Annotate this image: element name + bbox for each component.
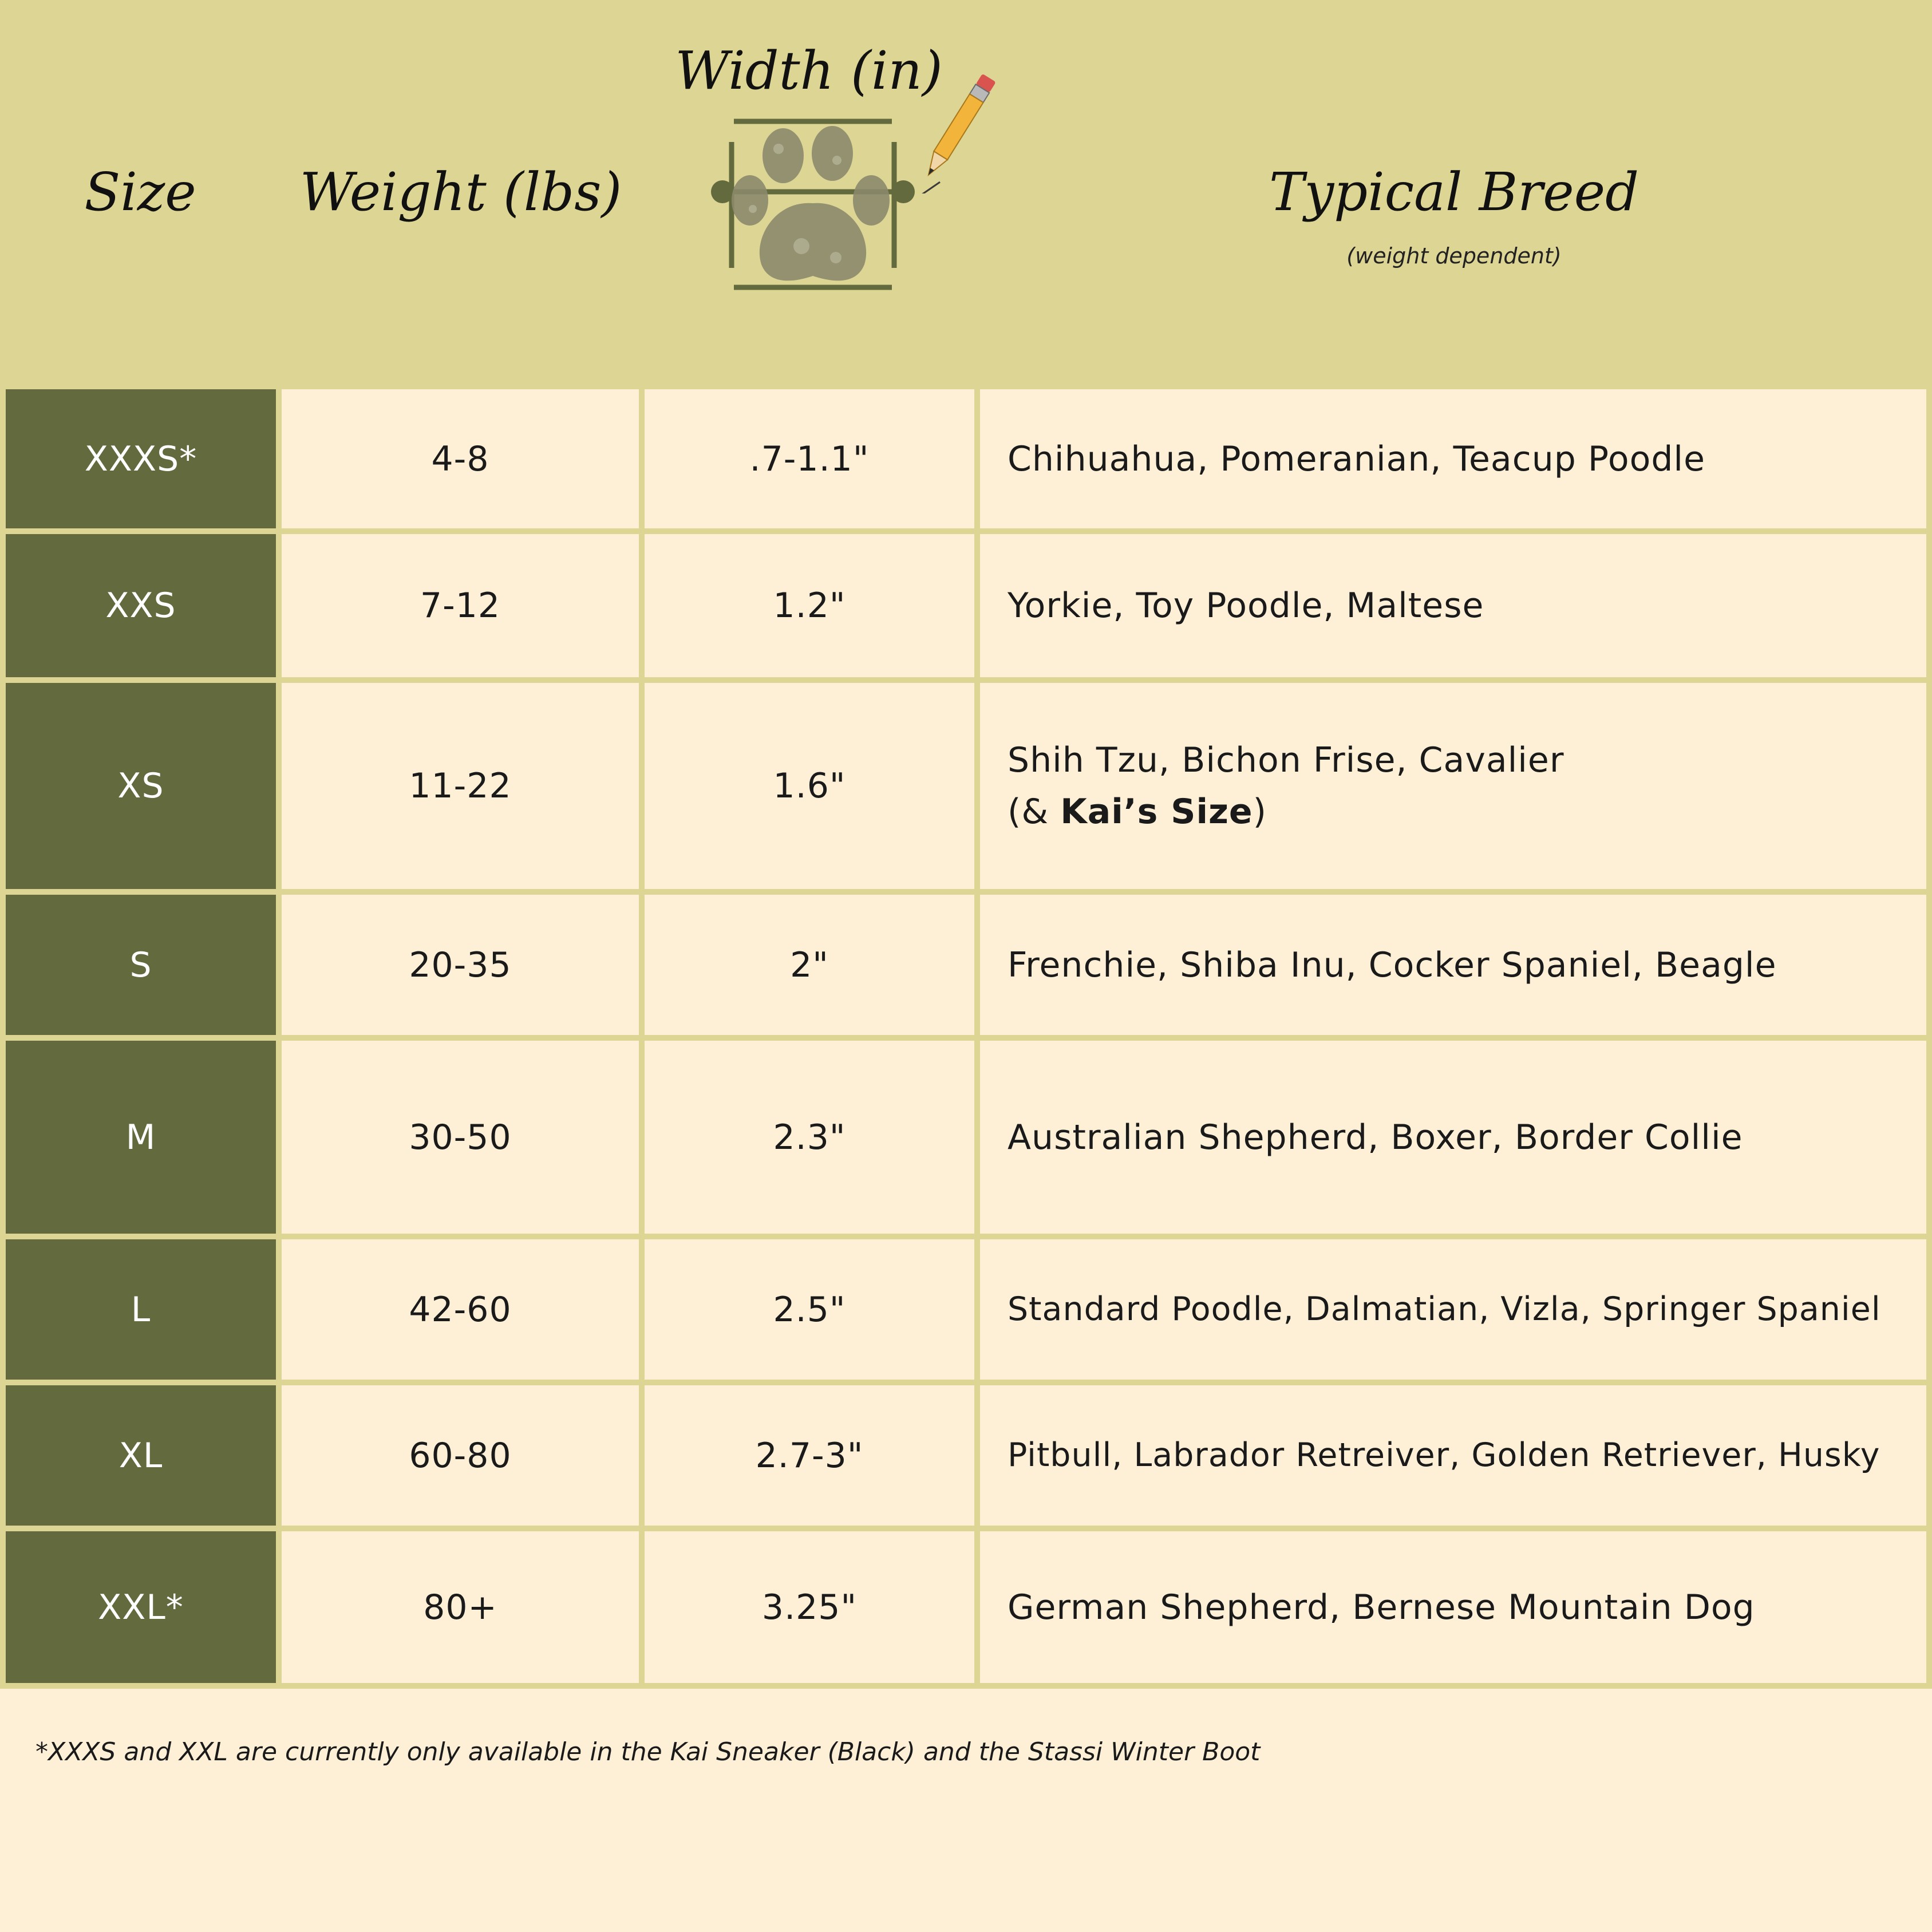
table-row [0,683,1932,889]
kais-size-highlight: Kai’s Size [1060,792,1253,832]
header-breed-note: (weight dependent) [1346,243,1562,268]
table-row [0,1531,1932,1683]
breed-cell: Frenchie, Shiba Inu, Cocker Spaniel, Beagle [980,895,1926,1035]
table-header [0,0,1932,384]
weight-cell: 11-22 [282,683,639,889]
size-cell: XXS [6,534,276,677]
width-cell: 2" [645,895,974,1035]
width-cell: 2.7-3" [645,1385,974,1526]
breed-line-1: Shih Tzu, Bichon Frise, Cavalier [1008,740,1564,780]
table-row [0,1385,1932,1526]
size-cell: M [6,1041,276,1234]
breed-line-2: (& Kai’s Size) [1008,792,1267,832]
breed-cell: Australian Shepherd, Boxer, Border Collie [980,1041,1926,1234]
footnote: *XXXS and XXL are currently only available in the Kai Sneaker (Black) and the Stassi Winter Boot [35,1737,1261,1767]
breed-cell: Chihuahua, Pomeranian, Teacup Poodle [980,389,1926,528]
size-cell: XL [6,1385,276,1526]
size-cell: XXL* [6,1531,276,1683]
size-cell: XXXS* [6,389,276,528]
width-cell: 1.2" [645,534,974,677]
size-cell: XS [6,683,276,889]
pencil-icon [910,68,1002,193]
table-row [0,534,1932,677]
weight-cell: 4-8 [282,389,639,528]
width-cell: .7-1.1" [645,389,974,528]
header-weight: Weight (lbs) [299,161,622,223]
weight-cell: 42-60 [282,1239,639,1380]
breed-cell: Yorkie, Toy Poodle, Maltese [980,534,1926,677]
weight-cell: 7-12 [282,534,639,677]
header-width: Width (in) [675,40,943,101]
weight-cell: 30-50 [282,1041,639,1234]
header-size: Size [84,161,196,223]
table-row [0,895,1932,1035]
size-table [0,384,1932,1689]
width-cell: 2.3" [645,1041,974,1234]
breed-cell: German Shepherd, Bernese Mountain Dog [980,1531,1926,1683]
breed-cell: Standard Poodle, Dalmatian, Vizla, Springer Spaniel [980,1239,1926,1380]
size-cell: L [6,1239,276,1380]
width-cell: 2.5" [645,1239,974,1380]
breed-cell: Pitbull, Labrador Retreiver, Golden Retriever, Husky [980,1385,1926,1526]
table-row [0,1041,1932,1234]
width-cell: 1.6" [645,683,974,889]
weight-cell: 60-80 [282,1385,639,1526]
breed-cell [980,683,1926,889]
size-cell: S [6,895,276,1035]
weight-cell: 20-35 [282,895,639,1035]
width-cell: 3.25" [645,1531,974,1683]
table-row [0,1239,1932,1380]
weight-cell: 80+ [282,1531,639,1683]
header-breed: Typical Breed [1269,161,1639,223]
table-row [0,389,1932,528]
paw-measure-icon [710,114,916,298]
